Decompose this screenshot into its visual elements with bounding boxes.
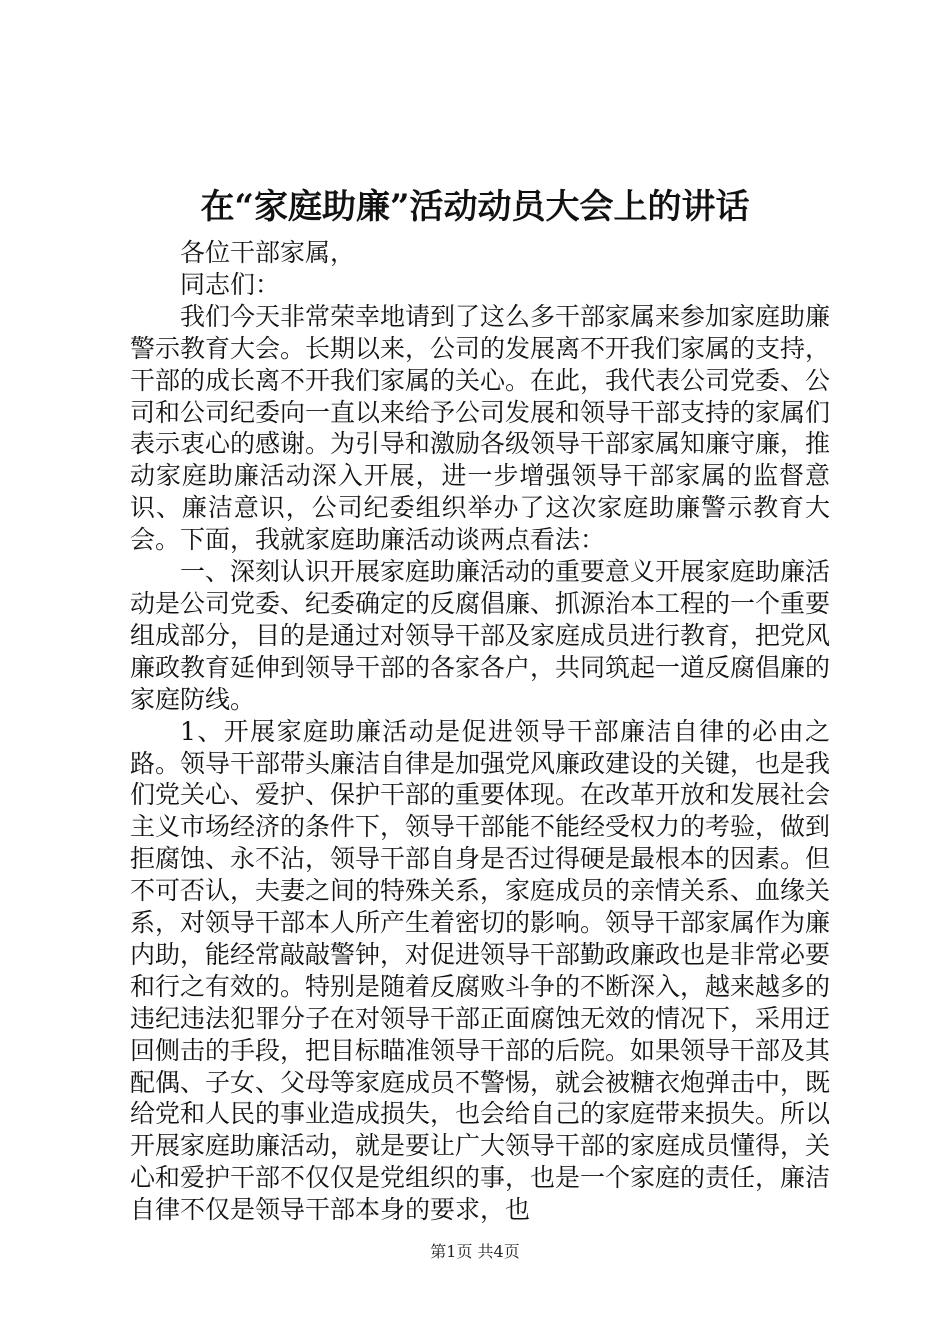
body-paragraph-point-1: 1、开展家庭助廉活动是促进领导干部廉洁自律的必由之路。领导干部带头廉洁自律是加强党风廉政建设的关键，也是我们党关心、爱护、保护干部的重要体现。在改革开放和发展社会主义市场经济的条件下，领导干部能不能经受权力的考验，做到拒腐蚀、永不沾，领导干部自身是否过得硬是最根本的因素。但不可否认，夫妻之间的特殊关系，家庭成员的亲情关系、血缘关系，对领导干部本人所产生着密切的影响。领导干部家属作为廉内助，能经常敲敲警钟，对促进领导干部勤政廉政也是非常必要和行之有效的。特别是随着反腐败斗争的不断深入，越来越多的违纪违法犯罪分子在对领导干部正面腐蚀无效的情况下，采用迂回侧击的手段，把目标瞄准领导干部的后院。如果领导干部及其配偶、子女、父母等家庭成员不警惕，就会被糖衣炮弹击中，既给党和人民的事业造成损失，也会给自己的家庭带来损失。所以开展家庭助廉活动，就是要让广大领导干部的家庭成员懂得，关心和爱护干部不仅仅是党组织的事，也是一个家庭的责任，廉洁自律不仅是领导干部本身的要求，也: [130, 716, 831, 1225]
body-paragraph-section-1: 一、深刻认识开展家庭助廉活动的重要意义开展家庭助廉活动是公司党委、纪委确定的反腐倡廉、抓源治本工程的一个重要组成部分，目的是通过对领导干部及家庭成员进行教育，把党风廉政教育延伸到领导干部的各家各户，共同筑起一道反腐倡廉的家庭防线。: [130, 557, 831, 714]
salutation-line-2: 同志们：: [180, 269, 281, 299]
page-number-footer: 第1页 共4页: [430, 1242, 520, 1261]
document-body: [130, 237, 830, 1226]
salutation-line-1: 各位干部家属，: [180, 238, 356, 267]
body-paragraph-intro: 我们今天非常荣幸地请到了这么多干部家属来参加家庭助廉警示教育大会。长期以来，公司的发展离不开我们家属的支持，干部的成长离不开我们家属的关心。在此，我代表公司党委、公司和公司纪委向一直以来给予公司发展和领导干部支持的家属们表示衷心的感谢。为引导和激励各级领导干部家属知廉守廉，推动家庭助廉活动深入开展，进一步增强领导干部家属的监督意识、廉洁意识，公司纪委组织举办了这次家庭助廉警示教育大会。下面，我就家庭助廉活动谈两点看法：: [130, 301, 831, 555]
document-title: 在“家庭助廉”活动动员大会上的讲话: [200, 187, 750, 227]
